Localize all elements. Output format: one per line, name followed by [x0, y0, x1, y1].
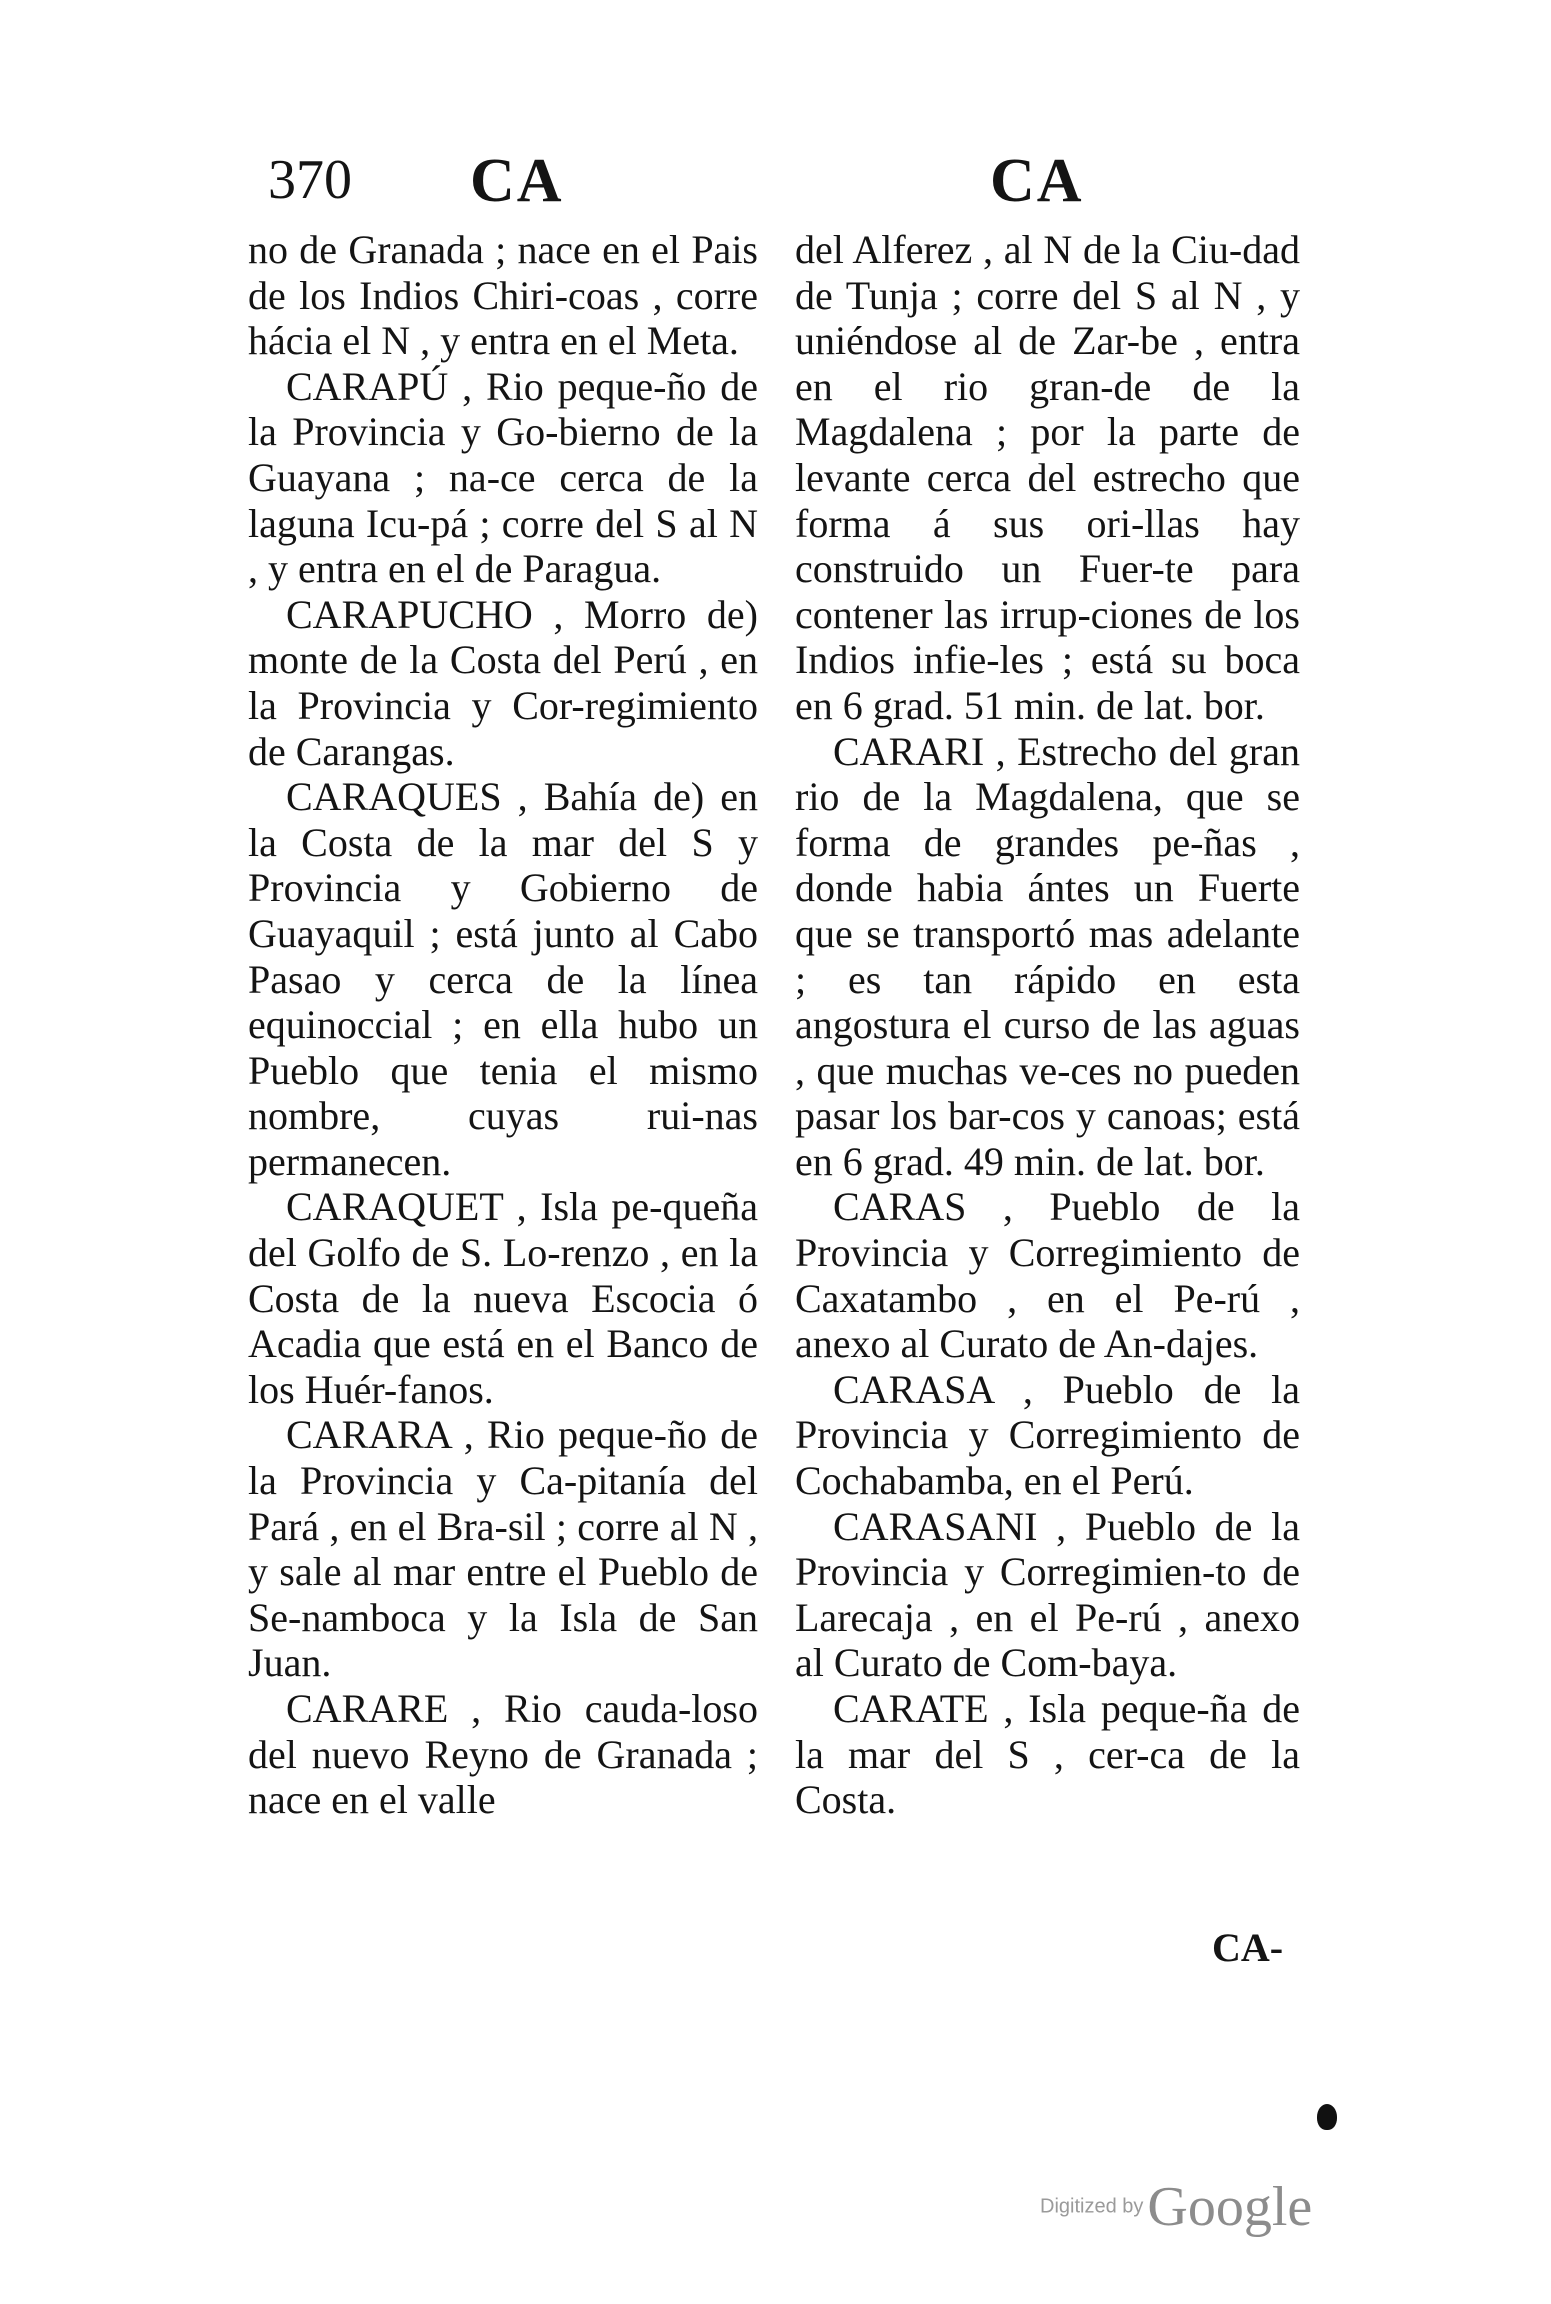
entry-carapu: CARAPÚ , Rio peque-ño de la Provincia y Go-bierno de la Guayana ; na-ce cerca de la laguna Icu-pá ; corre del S al N , y entra en el de Paragua.	[248, 363, 758, 592]
running-head-right: CA	[990, 147, 1084, 215]
entry-caraques: CARAQUES , Bahía de) en la Costa de la mar del S y Provincia y Gobierno de Guayaquil ; está junto al Cabo Pasao y cerca de la línea equinoccial ; en ella hubo un Pueblo que tenia el mismo nombre, cuyas rui-nas permanecen.	[248, 774, 758, 1184]
entry-continuation-granada: no de Granada ; nace en el Pais de los Indios Chiri-coas , corre hácia el N , y entra en el Meta.	[248, 227, 758, 364]
watermark-prefix: Digitized by	[1040, 2195, 1144, 2218]
running-head-left: CA	[470, 147, 564, 215]
entry-carapucho: CARAPUCHO , Morro de) monte de la Costa del Perú , en la Provincia y Cor-regimiento de Carangas.	[248, 591, 758, 774]
google-logo: Google	[1147, 2176, 1313, 2238]
left-column	[248, 227, 758, 1823]
entry-carari: CARARI , Estrecho del gran rio de la Magdalena, que se forma de grandes pe-ñas , donde habia ántes un Fuerte que se transportó mas adelante ; es tan rápido en esta angostura el curso de las aguas , que muchas ve-ces no pueden pasar los bar-cos y canoas; está en 6 grad. 49 min. de lat. bor.	[795, 728, 1300, 1184]
entry-caras: CARAS , Pueblo de la Provincia y Corregimiento de Caxatambo , en el Pe-rú , anexo al Curato de An-dajes.	[795, 1184, 1300, 1367]
ink-blot-mark	[1317, 2104, 1337, 2130]
entry-carasani: CARASANI , Pueblo de la Provincia y Corregimien-to de Larecaja , en el Pe-rú , anexo al Curato de Com-baya.	[795, 1503, 1300, 1686]
catchword: CA-	[1212, 1925, 1284, 1970]
right-column	[795, 227, 1300, 1823]
entry-carasa: CARASA , Pueblo de la Provincia y Corregimiento de Cochabamba, en el Perú.	[795, 1366, 1300, 1504]
page-number: 370	[268, 149, 352, 211]
entry-carare: CARARE , Rio cauda-loso del nuevo Reyno de Granada ; nace en el valle	[248, 1686, 758, 1823]
entry-continuation-carare: del Alferez , al N de la Ciu-dad de Tunja ; corre del S al N , y uniéndose al de Zar-be , entra en el rio gran-de de la Magdalena ; por la parte de levante cerca del estrecho que forma á sus ori-llas hay construido un Fuer-te para contener las irrup-ciones de los Indios infie-les ; está su boca en 6 grad. 51 min. de lat. bor.	[795, 227, 1300, 728]
entry-caraquet: CARAQUET , Isla pe-queña del Golfo de S. Lo-renzo , en la Costa de la nueva Escocia ó Acadia que está en el Banco de los Huér-fanos.	[248, 1184, 758, 1412]
digitization-watermark	[1040, 2175, 1312, 2239]
entry-carate: CARATE , Isla peque-ña de la mar del S , cer-ca de la Costa.	[795, 1686, 1300, 1823]
entry-carara: CARARA , Rio peque-ño de la Provincia y Ca-pitanía del Pará , en el Bra-sil ; corre al N , y sale al mar entre el Pueblo de Se-namboca y la Isla de San Juan.	[248, 1412, 758, 1686]
